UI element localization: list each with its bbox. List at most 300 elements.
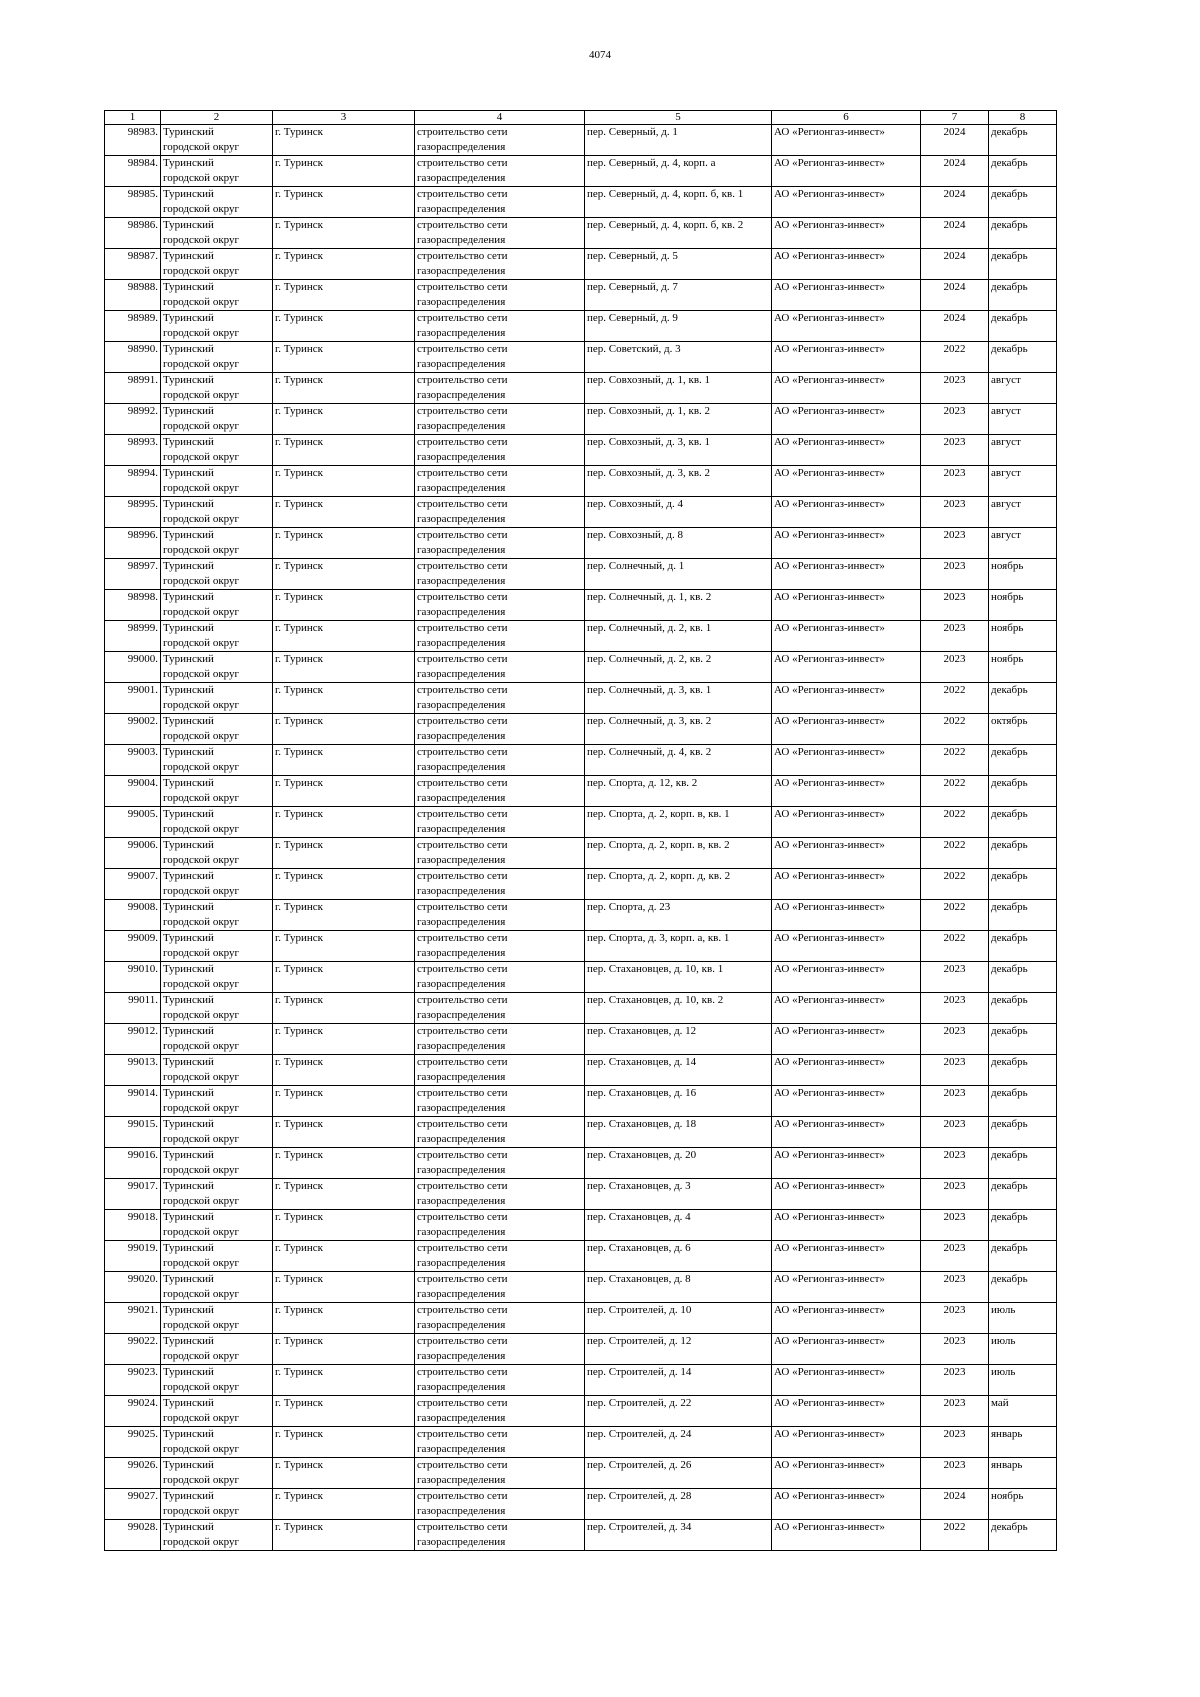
month-cell: июль xyxy=(989,1303,1057,1334)
district-line: Туринский xyxy=(163,467,214,479)
table-row xyxy=(105,590,1057,621)
district-line: Туринский xyxy=(163,219,214,231)
locality-cell: г. Туринск xyxy=(273,125,415,156)
row-number-cell: 99022. xyxy=(105,1334,161,1365)
district-cell xyxy=(161,435,273,466)
work-type-line: строительство сети xyxy=(417,1366,508,1378)
work-type-cell xyxy=(415,683,585,714)
month-cell: ноябрь xyxy=(989,1489,1057,1520)
year-cell: 2022 xyxy=(921,776,989,807)
address-cell: пер. Стахановцев, д. 20 xyxy=(585,1148,772,1179)
work-type-line: строительство сети xyxy=(417,250,508,262)
work-type-line: строительство сети xyxy=(417,188,508,200)
year-cell: 2024 xyxy=(921,156,989,187)
column-header: 8 xyxy=(989,111,1057,125)
work-type-line: строительство сети xyxy=(417,405,508,417)
organization-cell: АО «Регионгаз-инвест» xyxy=(772,1024,921,1055)
locality-cell: г. Туринск xyxy=(273,962,415,993)
district-cell xyxy=(161,900,273,931)
district-cell xyxy=(161,1303,273,1334)
month-cell: октябрь xyxy=(989,714,1057,745)
address-cell: пер. Солнечный, д. 3, кв. 1 xyxy=(585,683,772,714)
month-cell: август xyxy=(989,404,1057,435)
month-cell: декабрь xyxy=(989,1210,1057,1241)
year-cell: 2023 xyxy=(921,373,989,404)
organization-cell: АО «Регионгаз-инвест» xyxy=(772,807,921,838)
address-cell: пер. Стахановцев, д. 18 xyxy=(585,1117,772,1148)
table-row xyxy=(105,1303,1057,1334)
month-cell: декабрь xyxy=(989,1179,1057,1210)
district-line: городской округ xyxy=(163,1133,240,1145)
organization-cell: АО «Регионгаз-инвест» xyxy=(772,404,921,435)
address-cell: пер. Стахановцев, д. 8 xyxy=(585,1272,772,1303)
work-type-line: газораспределения xyxy=(417,482,506,494)
table-row xyxy=(105,776,1057,807)
month-cell: декабрь xyxy=(989,962,1057,993)
work-type-cell xyxy=(415,249,585,280)
work-type-line: газораспределения xyxy=(417,1164,506,1176)
month-cell: декабрь xyxy=(989,1086,1057,1117)
month-cell: август xyxy=(989,435,1057,466)
year-cell: 2023 xyxy=(921,590,989,621)
work-type-cell xyxy=(415,1148,585,1179)
year-cell: 2023 xyxy=(921,1303,989,1334)
row-number-cell: 99007. xyxy=(105,869,161,900)
table-row xyxy=(105,838,1057,869)
district-line: городской округ xyxy=(163,544,240,556)
work-type-line: газораспределения xyxy=(417,575,506,587)
district-line: городской округ xyxy=(163,1009,240,1021)
district-line: городской округ xyxy=(163,327,240,339)
column-header: 4 xyxy=(415,111,585,125)
district-line: Туринский xyxy=(163,746,214,758)
work-type-line: газораспределения xyxy=(417,1474,506,1486)
year-cell: 2023 xyxy=(921,435,989,466)
locality-cell: г. Туринск xyxy=(273,745,415,776)
district-cell xyxy=(161,528,273,559)
table-row xyxy=(105,342,1057,373)
table-row xyxy=(105,559,1057,590)
district-cell xyxy=(161,1427,273,1458)
address-cell: пер. Солнечный, д. 1 xyxy=(585,559,772,590)
year-cell: 2024 xyxy=(921,249,989,280)
district-line: Туринский xyxy=(163,188,214,200)
table-row xyxy=(105,1148,1057,1179)
organization-cell: АО «Регионгаз-инвест» xyxy=(772,1427,921,1458)
work-type-line: строительство сети xyxy=(417,312,508,324)
month-cell: декабрь xyxy=(989,1241,1057,1272)
month-cell: ноябрь xyxy=(989,559,1057,590)
address-cell: пер. Стахановцев, д. 14 xyxy=(585,1055,772,1086)
year-cell: 2023 xyxy=(921,1334,989,1365)
district-line: Туринский xyxy=(163,560,214,572)
locality-cell: г. Туринск xyxy=(273,1458,415,1489)
district-line: городской округ xyxy=(163,1071,240,1083)
work-type-line: газораспределения xyxy=(417,172,506,184)
year-cell: 2023 xyxy=(921,621,989,652)
district-line: городской округ xyxy=(163,823,240,835)
month-cell: декабрь xyxy=(989,1520,1057,1551)
row-number-cell: 99026. xyxy=(105,1458,161,1489)
district-cell xyxy=(161,683,273,714)
district-line: Туринский xyxy=(163,622,214,634)
district-line: городской округ xyxy=(163,1474,240,1486)
district-line: Туринский xyxy=(163,715,214,727)
district-cell xyxy=(161,1117,273,1148)
locality-cell: г. Туринск xyxy=(273,1117,415,1148)
month-cell: декабрь xyxy=(989,249,1057,280)
district-line: городской округ xyxy=(163,420,240,432)
work-type-line: газораспределения xyxy=(417,1443,506,1455)
table-row xyxy=(105,187,1057,218)
month-cell: август xyxy=(989,497,1057,528)
page-number: 4074 xyxy=(589,49,611,61)
organization-cell: АО «Регионгаз-инвест» xyxy=(772,621,921,652)
organization-cell: АО «Регионгаз-инвест» xyxy=(772,249,921,280)
year-cell: 2024 xyxy=(921,1489,989,1520)
work-type-line: газораспределения xyxy=(417,606,506,618)
table-row xyxy=(105,1055,1057,1086)
work-type-cell xyxy=(415,1210,585,1241)
work-type-cell xyxy=(415,621,585,652)
organization-cell: АО «Регионгаз-инвест» xyxy=(772,373,921,404)
address-cell: пер. Строителей, д. 34 xyxy=(585,1520,772,1551)
district-cell xyxy=(161,1365,273,1396)
locality-cell: г. Туринск xyxy=(273,900,415,931)
month-cell: декабрь xyxy=(989,1117,1057,1148)
work-type-cell xyxy=(415,1086,585,1117)
address-cell: пер. Стахановцев, д. 10, кв. 1 xyxy=(585,962,772,993)
table-row xyxy=(105,962,1057,993)
organization-cell: АО «Регионгаз-инвест» xyxy=(772,776,921,807)
table-row xyxy=(105,435,1057,466)
locality-cell: г. Туринск xyxy=(273,776,415,807)
work-type-cell xyxy=(415,218,585,249)
organization-cell: АО «Регионгаз-инвест» xyxy=(772,1396,921,1427)
district-line: городской округ xyxy=(163,1226,240,1238)
table-row xyxy=(105,1024,1057,1055)
month-cell: декабрь xyxy=(989,1055,1057,1086)
address-cell: пер. Спорта, д. 2, корп. в, кв. 2 xyxy=(585,838,772,869)
table-row xyxy=(105,621,1057,652)
year-cell: 2023 xyxy=(921,1365,989,1396)
month-cell: декабрь xyxy=(989,187,1057,218)
organization-cell: АО «Регионгаз-инвест» xyxy=(772,1303,921,1334)
year-cell: 2023 xyxy=(921,497,989,528)
organization-cell: АО «Регионгаз-инвест» xyxy=(772,931,921,962)
year-cell: 2023 xyxy=(921,1055,989,1086)
locality-cell: г. Туринск xyxy=(273,187,415,218)
month-cell: июль xyxy=(989,1334,1057,1365)
work-type-cell xyxy=(415,652,585,683)
year-cell: 2024 xyxy=(921,280,989,311)
organization-cell: АО «Регионгаз-инвест» xyxy=(772,1210,921,1241)
work-type-line: строительство сети xyxy=(417,1180,508,1192)
table-row xyxy=(105,1427,1057,1458)
row-number-cell: 99008. xyxy=(105,900,161,931)
district-line: Туринский xyxy=(163,405,214,417)
year-cell: 2024 xyxy=(921,187,989,218)
locality-cell: г. Туринск xyxy=(273,311,415,342)
work-type-line: строительство сети xyxy=(417,715,508,727)
work-type-line: газораспределения xyxy=(417,823,506,835)
row-number-cell: 99020. xyxy=(105,1272,161,1303)
district-cell xyxy=(161,218,273,249)
work-type-cell xyxy=(415,1117,585,1148)
organization-cell: АО «Регионгаз-инвест» xyxy=(772,1086,921,1117)
district-line: Туринский xyxy=(163,312,214,324)
organization-cell: АО «Регионгаз-инвест» xyxy=(772,125,921,156)
district-line: городской округ xyxy=(163,885,240,897)
address-cell: пер. Северный, д. 5 xyxy=(585,249,772,280)
district-cell xyxy=(161,1241,273,1272)
locality-cell: г. Туринск xyxy=(273,1210,415,1241)
year-cell: 2024 xyxy=(921,125,989,156)
row-number-cell: 99027. xyxy=(105,1489,161,1520)
work-type-line: строительство сети xyxy=(417,281,508,293)
row-number-cell: 98989. xyxy=(105,311,161,342)
district-cell xyxy=(161,249,273,280)
work-type-line: строительство сети xyxy=(417,1273,508,1285)
row-number-cell: 99028. xyxy=(105,1520,161,1551)
address-cell: пер. Спорта, д. 2, корп. д, кв. 2 xyxy=(585,869,772,900)
year-cell: 2023 xyxy=(921,1427,989,1458)
organization-cell: АО «Регионгаз-инвест» xyxy=(772,342,921,373)
address-cell: пер. Строителей, д. 24 xyxy=(585,1427,772,1458)
month-cell: декабрь xyxy=(989,838,1057,869)
work-type-cell xyxy=(415,807,585,838)
district-cell xyxy=(161,962,273,993)
work-type-line: газораспределения xyxy=(417,730,506,742)
organization-cell: АО «Регионгаз-инвест» xyxy=(772,993,921,1024)
district-line: городской округ xyxy=(163,513,240,525)
work-type-line: газораспределения xyxy=(417,916,506,928)
district-cell xyxy=(161,311,273,342)
address-cell: пер. Стахановцев, д. 3 xyxy=(585,1179,772,1210)
district-line: городской округ xyxy=(163,482,240,494)
locality-cell: г. Туринск xyxy=(273,1427,415,1458)
locality-cell: г. Туринск xyxy=(273,1489,415,1520)
organization-cell: АО «Регионгаз-инвест» xyxy=(772,311,921,342)
month-cell: август xyxy=(989,373,1057,404)
row-number-cell: 99015. xyxy=(105,1117,161,1148)
work-type-line: строительство сети xyxy=(417,1459,508,1471)
district-cell xyxy=(161,1055,273,1086)
work-type-line: строительство сети xyxy=(417,963,508,975)
district-line: городской округ xyxy=(163,1164,240,1176)
row-number-cell: 99016. xyxy=(105,1148,161,1179)
work-type-line: строительство сети xyxy=(417,126,508,138)
locality-cell: г. Туринск xyxy=(273,1241,415,1272)
work-type-line: строительство сети xyxy=(417,1087,508,1099)
year-cell: 2023 xyxy=(921,404,989,435)
organization-cell: АО «Регионгаз-инвест» xyxy=(772,187,921,218)
locality-cell: г. Туринск xyxy=(273,342,415,373)
work-type-line: газораспределения xyxy=(417,699,506,711)
work-type-cell xyxy=(415,931,585,962)
month-cell: ноябрь xyxy=(989,621,1057,652)
table-row xyxy=(105,1086,1057,1117)
work-type-line: газораспределения xyxy=(417,1257,506,1269)
district-line: Туринский xyxy=(163,653,214,665)
district-line: городской округ xyxy=(163,265,240,277)
month-cell: июль xyxy=(989,1365,1057,1396)
organization-cell: АО «Регионгаз-инвест» xyxy=(772,714,921,745)
district-cell xyxy=(161,404,273,435)
organization-cell: АО «Регионгаз-инвест» xyxy=(772,497,921,528)
district-cell xyxy=(161,342,273,373)
work-type-cell xyxy=(415,156,585,187)
address-cell: пер. Совхозный, д. 8 xyxy=(585,528,772,559)
work-type-line: строительство сети xyxy=(417,746,508,758)
work-type-cell xyxy=(415,559,585,590)
district-line: Туринский xyxy=(163,1025,214,1037)
address-cell: пер. Солнечный, д. 4, кв. 2 xyxy=(585,745,772,776)
year-cell: 2024 xyxy=(921,311,989,342)
district-line: Туринский xyxy=(163,901,214,913)
district-line: Туринский xyxy=(163,839,214,851)
work-type-line: строительство сети xyxy=(417,1521,508,1533)
district-line: Туринский xyxy=(163,777,214,789)
district-cell xyxy=(161,1210,273,1241)
table-row xyxy=(105,1210,1057,1241)
year-cell: 2024 xyxy=(921,218,989,249)
locality-cell: г. Туринск xyxy=(273,838,415,869)
row-number-cell: 98992. xyxy=(105,404,161,435)
row-number-cell: 99009. xyxy=(105,931,161,962)
district-line: городской округ xyxy=(163,637,240,649)
row-number-cell: 99002. xyxy=(105,714,161,745)
work-type-line: газораспределения xyxy=(417,637,506,649)
year-cell: 2023 xyxy=(921,1148,989,1179)
address-cell: пер. Северный, д. 9 xyxy=(585,311,772,342)
work-type-cell xyxy=(415,745,585,776)
locality-cell: г. Туринск xyxy=(273,1148,415,1179)
work-type-cell xyxy=(415,311,585,342)
work-type-line: строительство сети xyxy=(417,808,508,820)
column-header: 6 xyxy=(772,111,921,125)
table-row xyxy=(105,1520,1057,1551)
address-cell: пер. Солнечный, д. 3, кв. 2 xyxy=(585,714,772,745)
work-type-line: строительство сети xyxy=(417,1149,508,1161)
work-type-line: газораспределения xyxy=(417,885,506,897)
locality-cell: г. Туринск xyxy=(273,683,415,714)
work-type-line: строительство сети xyxy=(417,684,508,696)
work-type-line: газораспределения xyxy=(417,947,506,959)
organization-cell: АО «Регионгаз-инвест» xyxy=(772,962,921,993)
district-cell xyxy=(161,931,273,962)
district-line: городской округ xyxy=(163,1102,240,1114)
month-cell: декабрь xyxy=(989,1272,1057,1303)
month-cell: декабрь xyxy=(989,125,1057,156)
row-number-cell: 99011. xyxy=(105,993,161,1024)
year-cell: 2022 xyxy=(921,931,989,962)
row-number-cell: 99023. xyxy=(105,1365,161,1396)
row-number-cell: 99021. xyxy=(105,1303,161,1334)
locality-cell: г. Туринск xyxy=(273,1396,415,1427)
year-cell: 2022 xyxy=(921,900,989,931)
work-type-line: газораспределения xyxy=(417,203,506,215)
locality-cell: г. Туринск xyxy=(273,1055,415,1086)
district-line: Туринский xyxy=(163,870,214,882)
work-type-line: газораспределения xyxy=(417,668,506,680)
district-cell xyxy=(161,1520,273,1551)
work-type-line: строительство сети xyxy=(417,839,508,851)
district-line: Туринский xyxy=(163,1521,214,1533)
district-line: городской округ xyxy=(163,1412,240,1424)
table-row xyxy=(105,373,1057,404)
work-type-line: газораспределения xyxy=(417,234,506,246)
work-type-line: газораспределения xyxy=(417,1009,506,1021)
month-cell: январь xyxy=(989,1458,1057,1489)
row-number-cell: 99025. xyxy=(105,1427,161,1458)
table-row xyxy=(105,1489,1057,1520)
organization-cell: АО «Регионгаз-инвест» xyxy=(772,1055,921,1086)
locality-cell: г. Туринск xyxy=(273,590,415,621)
row-number-cell: 98996. xyxy=(105,528,161,559)
work-type-line: строительство сети xyxy=(417,777,508,789)
work-type-line: газораспределения xyxy=(417,327,506,339)
month-cell: декабрь xyxy=(989,993,1057,1024)
month-cell: декабрь xyxy=(989,280,1057,311)
organization-cell: АО «Регионгаз-инвест» xyxy=(772,1117,921,1148)
row-number-cell: 98993. xyxy=(105,435,161,466)
work-type-line: строительство сети xyxy=(417,374,508,386)
work-type-line: газораспределения xyxy=(417,1350,506,1362)
address-cell: пер. Северный, д. 4, корп. б, кв. 1 xyxy=(585,187,772,218)
work-type-line: строительство сети xyxy=(417,1304,508,1316)
organization-cell: АО «Регионгаз-инвест» xyxy=(772,1241,921,1272)
district-cell xyxy=(161,559,273,590)
table-row xyxy=(105,807,1057,838)
district-line: городской округ xyxy=(163,1195,240,1207)
month-cell: декабрь xyxy=(989,900,1057,931)
district-cell xyxy=(161,125,273,156)
district-cell xyxy=(161,1272,273,1303)
work-type-line: строительство сети xyxy=(417,1335,508,1347)
address-cell: пер. Стахановцев, д. 10, кв. 2 xyxy=(585,993,772,1024)
district-cell xyxy=(161,1489,273,1520)
work-type-line: строительство сети xyxy=(417,1397,508,1409)
work-type-line: строительство сети xyxy=(417,498,508,510)
address-cell: пер. Строителей, д. 28 xyxy=(585,1489,772,1520)
district-line: городской округ xyxy=(163,296,240,308)
year-cell: 2023 xyxy=(921,1272,989,1303)
locality-cell: г. Туринск xyxy=(273,249,415,280)
year-cell: 2023 xyxy=(921,466,989,497)
row-number-cell: 98995. xyxy=(105,497,161,528)
district-line: Туринский xyxy=(163,1180,214,1192)
row-number-cell: 99005. xyxy=(105,807,161,838)
locality-cell: г. Туринск xyxy=(273,1365,415,1396)
table-row xyxy=(105,1334,1057,1365)
district-line: Туринский xyxy=(163,1304,214,1316)
row-number-cell: 98984. xyxy=(105,156,161,187)
work-type-line: газораспределения xyxy=(417,1040,506,1052)
address-cell: пер. Совхозный, д. 3, кв. 2 xyxy=(585,466,772,497)
work-type-line: газораспределения xyxy=(417,1133,506,1145)
work-type-line: газораспределения xyxy=(417,389,506,401)
month-cell: январь xyxy=(989,1427,1057,1458)
locality-cell: г. Туринск xyxy=(273,528,415,559)
work-type-line: строительство сети xyxy=(417,653,508,665)
work-type-cell xyxy=(415,838,585,869)
district-cell xyxy=(161,745,273,776)
work-type-cell xyxy=(415,869,585,900)
work-type-line: газораспределения xyxy=(417,1536,506,1548)
address-cell: пер. Спорта, д. 3, корп. а, кв. 1 xyxy=(585,931,772,962)
work-type-line: строительство сети xyxy=(417,1490,508,1502)
